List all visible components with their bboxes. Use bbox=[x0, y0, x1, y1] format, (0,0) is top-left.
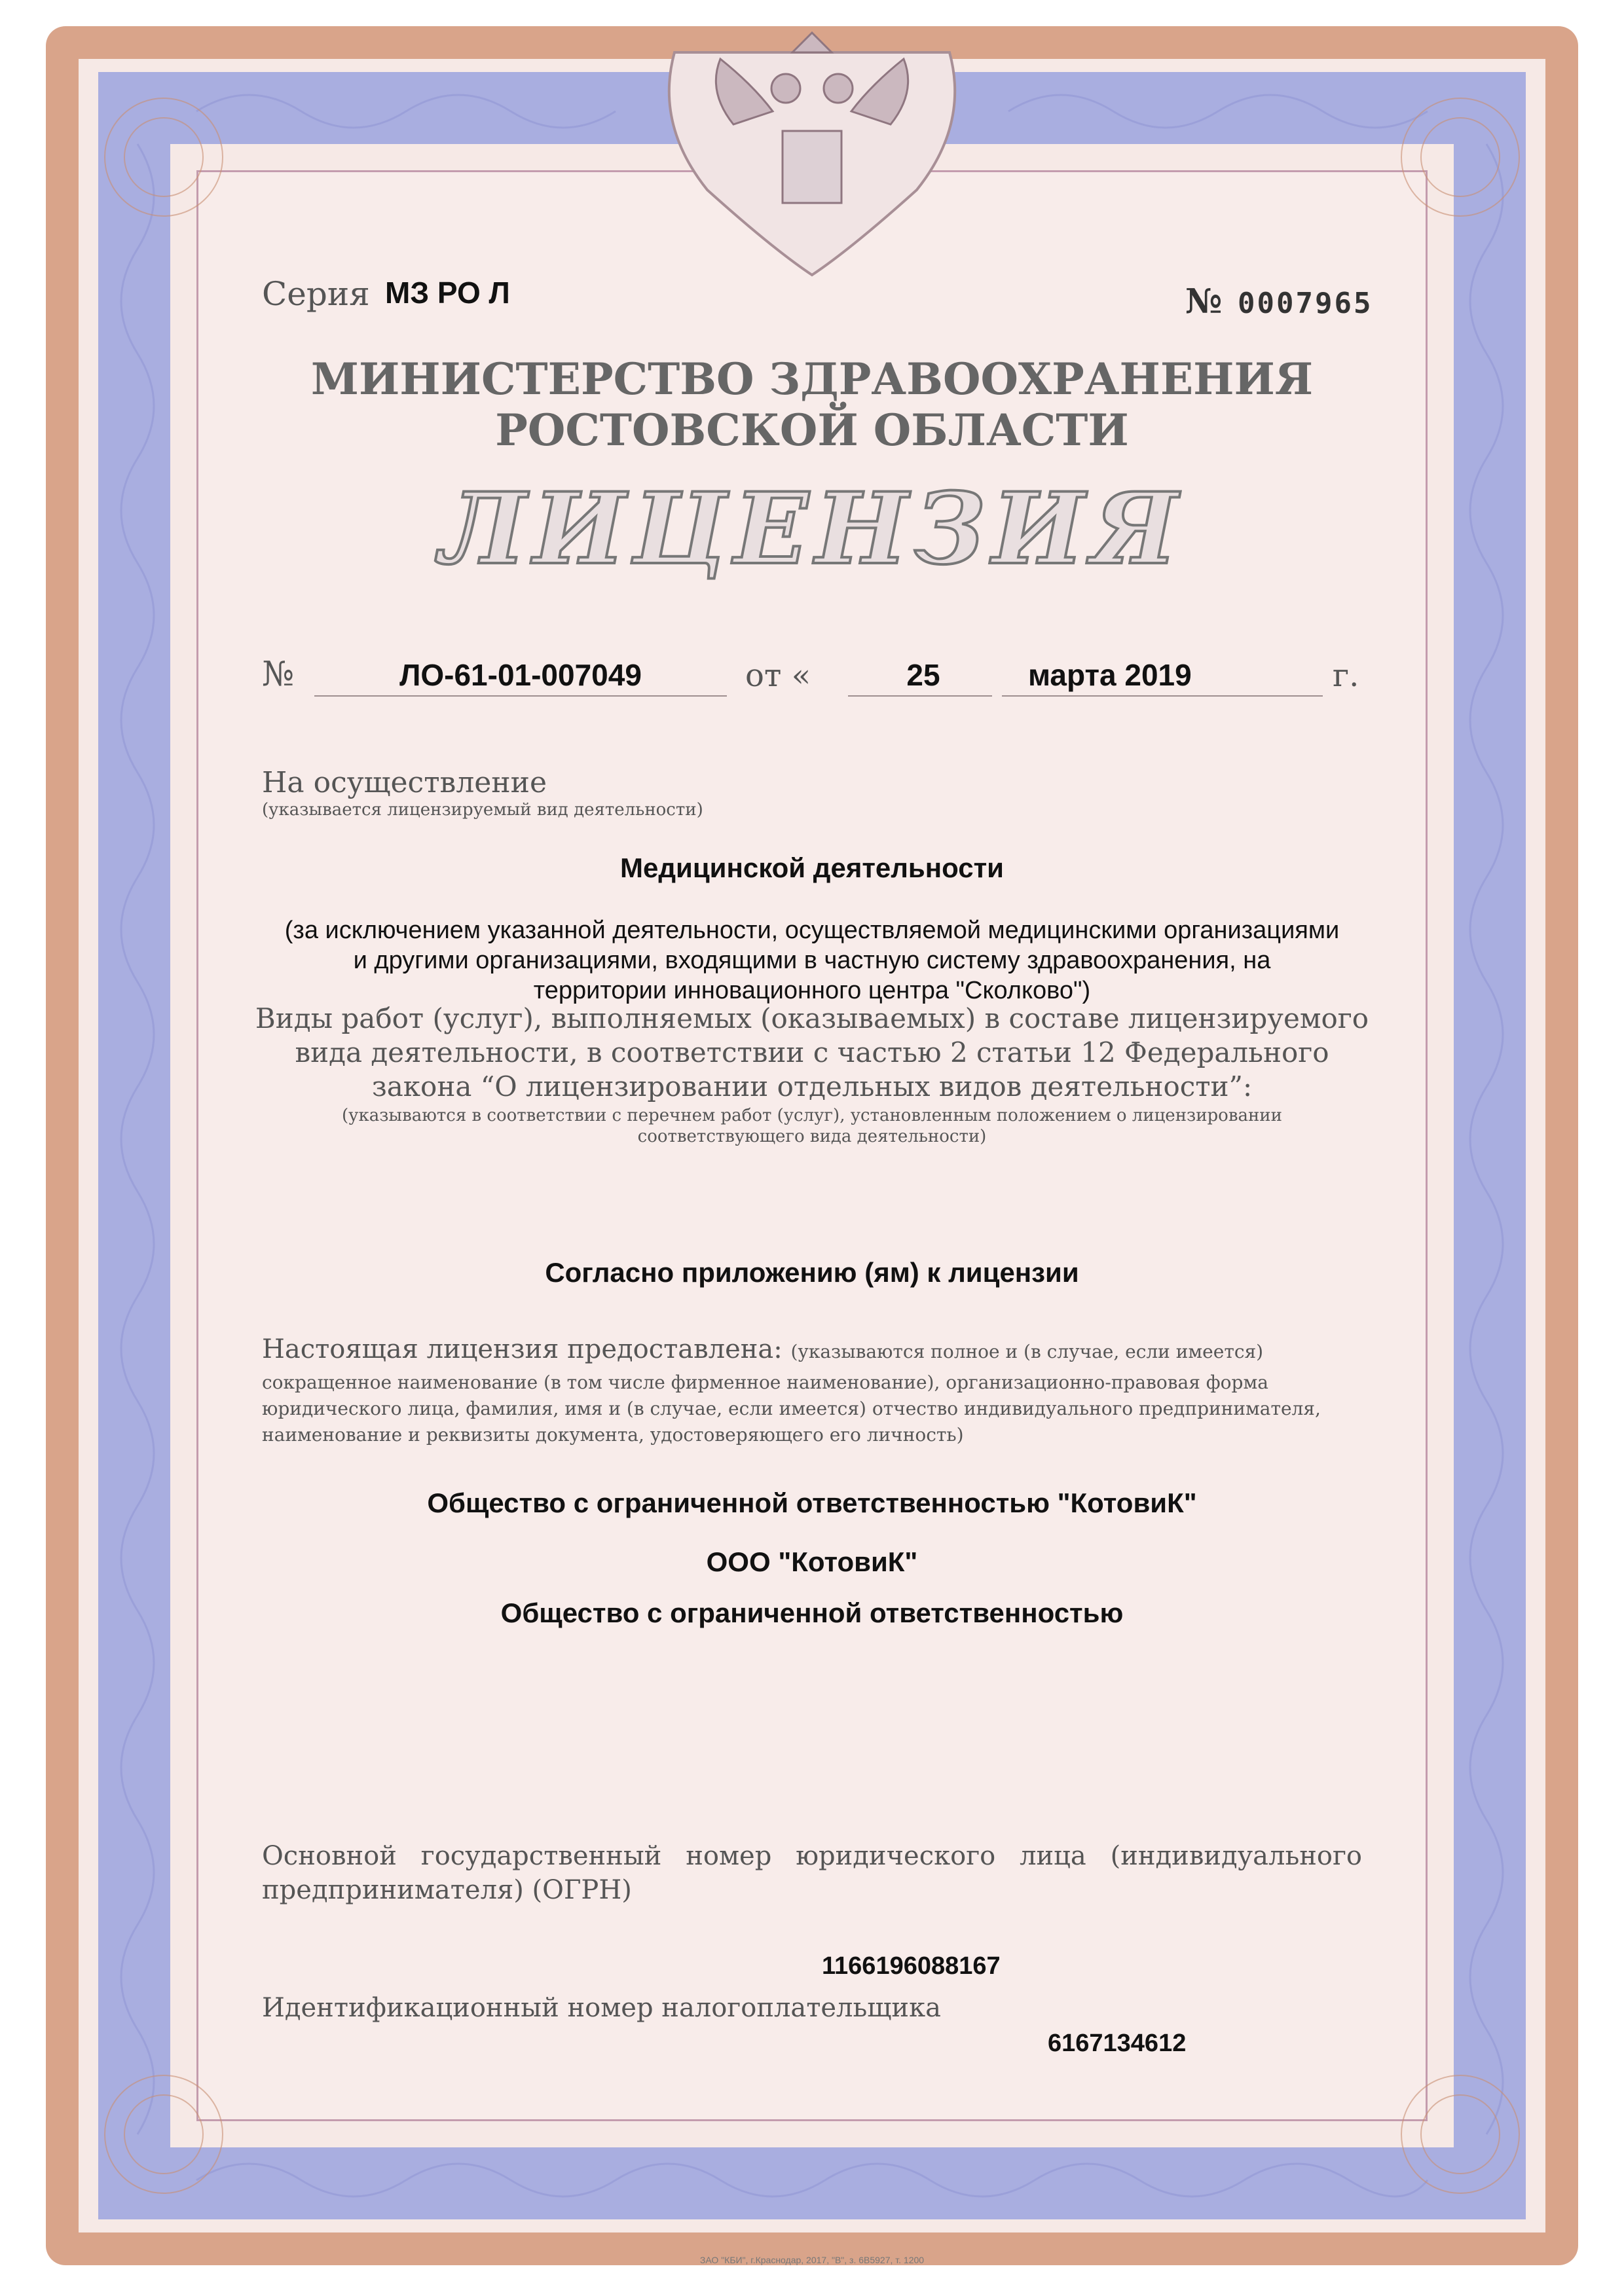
license-number: ЛО-61-01-007049 bbox=[399, 658, 642, 692]
activity-label: На осуществление bbox=[262, 766, 547, 799]
ogrn-label-line1: Основной государственный номер юридического лица (индивидуального bbox=[262, 1841, 1362, 1871]
license-number-sign: № bbox=[262, 655, 295, 694]
granted-hint bbox=[262, 1370, 1362, 1448]
license-number-underline bbox=[314, 695, 727, 697]
exclusion-line: и другими организациями, входящими в частную систему здравоохранения, на bbox=[353, 947, 1271, 974]
works-hint-line: соответствующего вида деятельности) bbox=[637, 1127, 987, 1146]
printer-imprint: ЗАО "КБИ", г.Краснодар, 2017, "В", з. 6В5927, т. 1200 bbox=[699, 2255, 925, 2265]
license-day: 25 bbox=[906, 658, 940, 692]
granted-hint-line: юридического лица, фамилия, имя и (в случае, если имеется) отчество индивидуального предпринимателя, bbox=[262, 1398, 1321, 1419]
works-value: Согласно приложению (ям) к лицензии bbox=[545, 1257, 1079, 1288]
license-day-underline bbox=[848, 695, 992, 697]
activity-hint: (указывается лицензируемый вид деятельности) bbox=[262, 800, 703, 820]
org-full-name: Общество с ограниченной ответственностью "КотовиК" bbox=[427, 1487, 1197, 1518]
works-heading-line: вида деятельности, в соответствии с частью 2 статьи 12 Федерального bbox=[295, 1036, 1329, 1068]
license-year-suffix: г. bbox=[1333, 657, 1359, 694]
license-month-year: марта 2019 bbox=[1028, 658, 1192, 692]
org-legal-form: Общество с ограниченной ответственностью bbox=[500, 1597, 1124, 1628]
works-heading-line: закона “О лицензировании отдельных видов деятельности”: bbox=[371, 1070, 1253, 1102]
granted-hint-line: сокращенное наименование (в том числе фирменное наименование), организационно-правовая форма bbox=[262, 1372, 1268, 1393]
granted-hint-line: наименование и реквизиты документа, удостоверяющего его личность) bbox=[262, 1424, 964, 1446]
granted-hint-first: (указываются полное и (в случае, если имеется) bbox=[790, 1341, 1264, 1362]
license-month-underline bbox=[1002, 695, 1323, 697]
coat-of-arms-emblem bbox=[669, 33, 955, 275]
inn-label: Идентификационный номер налогоплательщика bbox=[262, 1993, 941, 2023]
license-date-from-label: от « bbox=[745, 657, 811, 694]
works-hint-line: (указываются в соответствии с перечнем работ (услуг), установленным положением о лицензировании bbox=[342, 1106, 1282, 1125]
series-value: МЗ РО Л bbox=[385, 276, 510, 310]
inn-value: 6167134612 bbox=[1048, 2030, 1187, 2057]
activity-value: Медицинской деятельности bbox=[620, 852, 1004, 883]
form-number-sign: № bbox=[1185, 282, 1223, 321]
works-heading bbox=[223, 1002, 1401, 1104]
form-number: 0007965 bbox=[1238, 287, 1373, 320]
exclusion-line: территории инновационного центра "Сколково") bbox=[533, 977, 1091, 1004]
exclusion-line: (за исключением указанной деятельности, осуществляемой медицинскими организациями bbox=[284, 917, 1340, 944]
exclusion-text bbox=[223, 915, 1401, 1006]
works-hint bbox=[223, 1105, 1401, 1147]
ministry-line2: РОСТОВСКОЙ ОБЛАСТИ bbox=[495, 405, 1129, 456]
ogrn-value: 1166196088167 bbox=[822, 1952, 1001, 1980]
granted-first-line bbox=[262, 1334, 1362, 1364]
granted-label: Настоящая лицензия предоставлена: bbox=[262, 1334, 783, 1364]
ministry-line1: МИНИСТЕРСТВО ЗДРАВООХРАНЕНИЯ bbox=[310, 354, 1314, 405]
document-title: ЛИЦЕНЗИЯ bbox=[439, 471, 1185, 587]
org-short-name: ООО "КотовиК" bbox=[706, 1546, 918, 1577]
ogrn-label-line2: предпринимателя) (ОГРН) bbox=[262, 1875, 632, 1905]
works-heading-line: Виды работ (услуг), выполняемых (оказываемых) в составе лицензируемого bbox=[255, 1002, 1369, 1034]
series-label: Серия bbox=[262, 275, 370, 313]
